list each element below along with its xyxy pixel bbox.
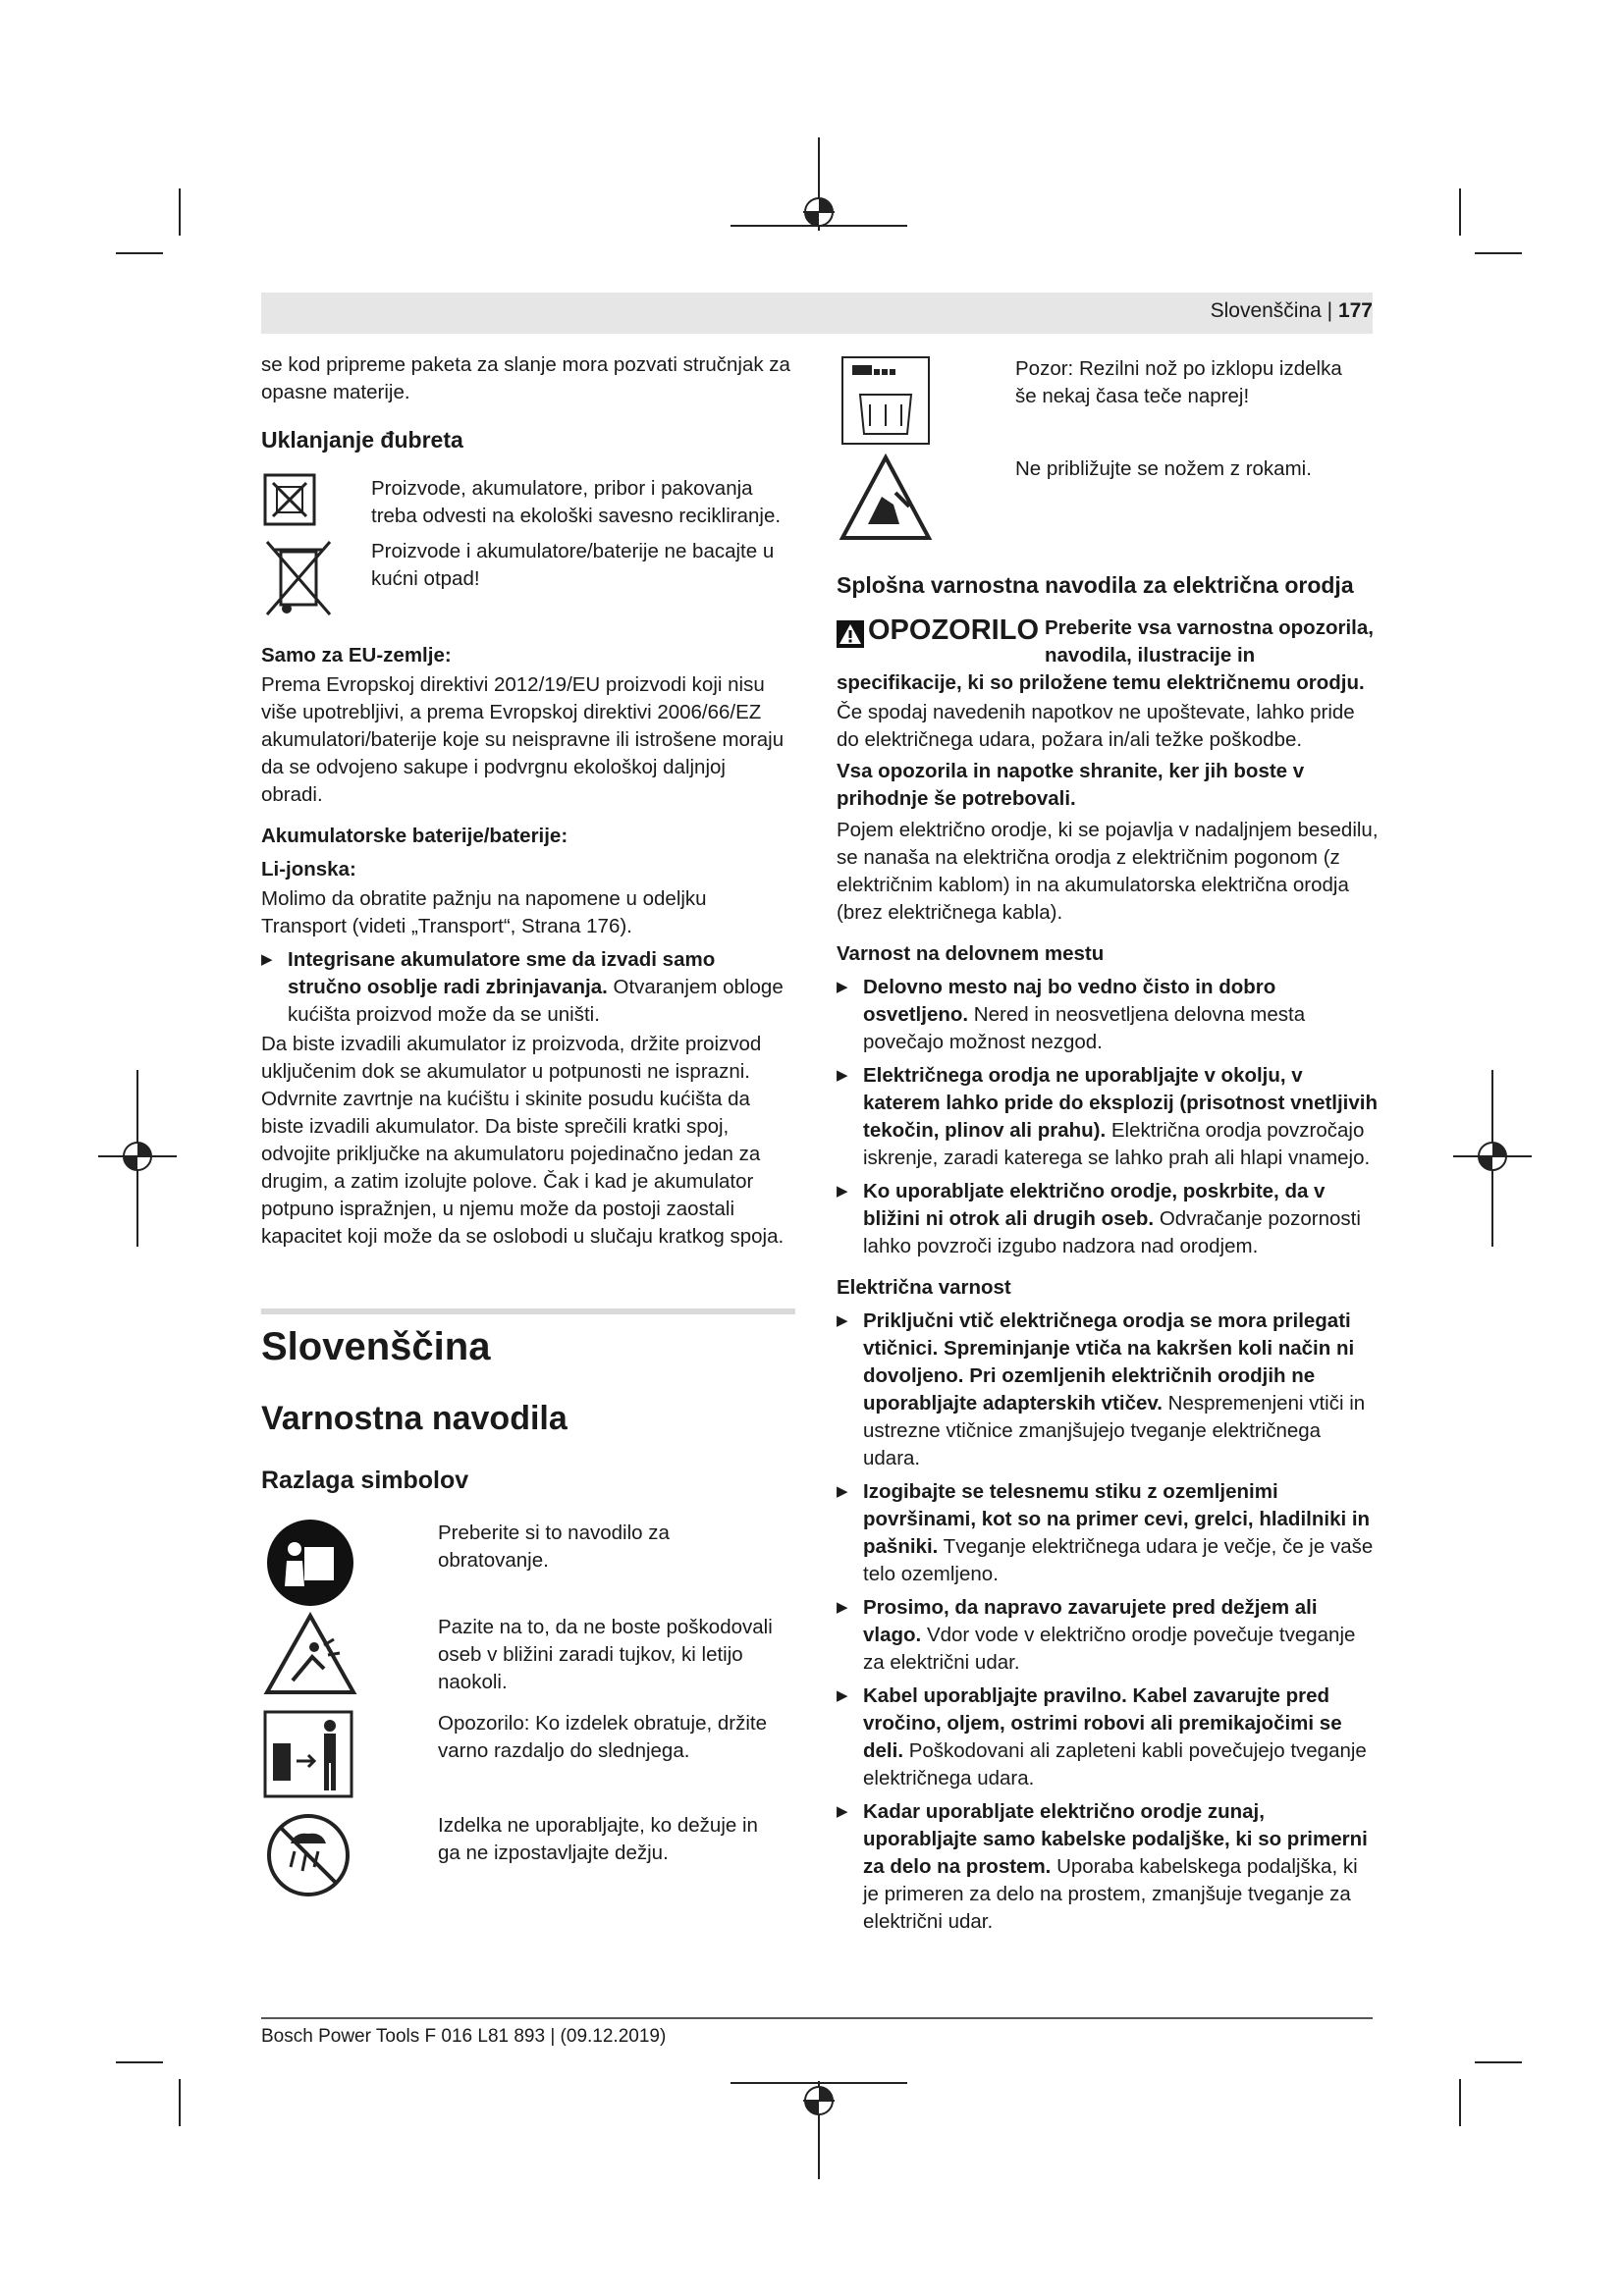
page-header: Slovenščina | 177 <box>1210 299 1373 322</box>
crop-mark <box>1475 252 1522 254</box>
battery-heading: Akumulatorske baterije/baterije: <box>261 825 568 847</box>
crossed-bin-icon <box>263 538 334 618</box>
left-column-lower <box>261 628 791 1253</box>
warning-label: OPOZORILO <box>868 614 1039 646</box>
crop-mark <box>179 2079 181 2126</box>
term-text: Pojem električno orodje, ki se pojavlja v nadaljnjem besedilu, se nanaša na električna orodja z električnim pogonom (z električnim kablom) in na akumulatorska električna orodja (brez električnega kabla). <box>837 819 1379 924</box>
bullet-item: ▶ Integrisane akumulatore sme da izvadi samo stručno osoblje radi zbrinjavanja. Otvaranjem obloge kućišta proizvod može da se uništi. <box>261 946 791 1029</box>
symbol-description: Pozor: Rezilni nož po izklopu izdelka še nekaj časa teče naprej! <box>1015 357 1342 407</box>
right-column <box>837 669 1379 1938</box>
disposal-item: Proizvode i akumulatore/baterije ne bacajte u kućni otpad! <box>371 540 775 590</box>
warning-block: Preberite vsa varnostna opozorila, navodila, ilustracije in <box>1045 616 1374 667</box>
bullet-item: ▶ Delovno mesto naj bo vedno čisto in dobro osvetljeno. Nered in neosvetljena delovna mesta povečajo možnost nezgod. <box>837 974 1379 1056</box>
crop-mark <box>116 2061 163 2063</box>
warning-text: Če spodaj navedenih napotkov ne upoštevate, lahko pride do električnega udara, požara in/ali težke poškodbe. <box>837 701 1355 751</box>
hand-blade-warning-icon <box>839 454 933 542</box>
page-title: Slovenščina <box>261 1325 491 1368</box>
safe-distance-icon <box>263 1710 353 1798</box>
bullet-item: ▶ Električnega orodja ne uporabljajte v okolju, v katerem lahko pride do eksplozij (prisotnost vnetljivih tekočin, plinov ali prahu). Električna orodja povzročajo iskrenje, zaradi katerega se lahko prah ali hlapi vnamejo. <box>837 1062 1379 1172</box>
registration-mark-icon <box>731 137 907 255</box>
blade-rundown-icon <box>840 355 931 446</box>
header-language: Slovenščina <box>1210 299 1322 322</box>
subsection-title: Razlaga simbolov <box>261 1467 469 1494</box>
general-heading: Splošna varnostna navodila za električna orodja <box>837 572 1354 598</box>
crop-mark <box>1459 188 1461 236</box>
electrical-heading: Električna varnost <box>837 1276 1011 1299</box>
crop-mark <box>1475 2061 1522 2063</box>
remove-text: Da biste izvadili akumulator iz proizvoda, držite proizvod uključenim dok se akumulator u potpunosti ne isprazni. Odvrnite zavrtnje na kućištu i skinite posudu kućišta da biste izvadili akumulator. Da biste sprečili kratki spoj, odvojite priključke na akumulatoru pojedinačno jedan za drugim, a zatim izolujte polove. Čak i kad je akumulator potpuno ispražnjen, u njemu može da postoji zaostali kapacitet koji može da se oslobodi u slučaju kratkog spoja. <box>261 1033 785 1248</box>
read-manual-icon <box>265 1518 355 1608</box>
general-heading-block <box>837 556 1375 605</box>
eu-heading: Samo za EU-zemlje: <box>261 644 452 667</box>
symbol-description: Pazite na to, da ne boste poškodovali oseb v bližini zaradi tujkov, ki letijo naokoli. <box>438 1616 773 1693</box>
left-column <box>261 351 791 461</box>
footer-rule <box>261 2017 1373 2019</box>
crop-mark <box>116 252 163 254</box>
page-number: 177 <box>1337 299 1373 322</box>
eu-text: Prema Evropskoj direktivi 2012/19/EU proizvodi koji nisu više upotrebljivi, a prema Evropskoj direktivi 2006/66/EZ akumulatori/baterije koje su neispravne ili istrošene moraju da se odvojeno sakupe i podvrgnu ekološkoj daljnjoj obradi. <box>261 673 785 806</box>
symbol-description: Opozorilo: Ko izdelek obratuje, držite varno razdaljo do slednjega. <box>438 1712 768 1762</box>
section-title: Varnostna navodila <box>261 1400 568 1437</box>
header-bar <box>261 293 1373 334</box>
bullet-item: ▶ Kabel uporabljajte pravilno. Kabel zavarujte pred vročino, oljem, ostrimi robovi ali premikajočimi se deli. Poškodovani ali zapleteni kabli povečujejo tveganje električnega udara. <box>837 1682 1379 1792</box>
warning-triangle-icon <box>837 620 864 648</box>
registration-mark-icon <box>98 1070 177 1247</box>
liion-heading: Li-jonska: <box>261 858 356 881</box>
bullet-item: ▶ Priključni vtič električnega orodja se mora prilegati vtičnici. Spreminjanje vtiča na kakršen koli način ni dovoljeno. Pri ozemljenih električnih orodjih ne uporabljajte adapterskih vtičev. Nespremenjeni vtiči in ustrezne vtičnice zmanjšujejo tveganje električnega udara. <box>837 1308 1379 1472</box>
registration-mark-icon <box>1453 1070 1532 1247</box>
keep-instructions: Vsa opozorila in napotke shranite, ker jih boste v prihodnje še potrebovali. <box>837 760 1305 810</box>
footer-text: Bosch Power Tools F 016 L81 893 | (09.12.2019) <box>261 2026 667 2047</box>
crop-mark <box>179 188 181 236</box>
symbol-description: Preberite si to navodilo za obratovanje. <box>438 1522 670 1572</box>
bullet-item: ▶ Ko uporabljate električno orodje, poskrbite, da v bližini ni otrok ali drugih oseb. Odvračanje pozornosti lahko povzroči izgubo nadzora nad orodjem. <box>837 1178 1379 1260</box>
bullet-item: ▶ Kadar uporabljate električno orodje zunaj, uporabljajte samo kabelske podaljške, ki so primerni za delo na prostem. Uporaba kabelskega podaljška, ki je primeren za delo na prostem, zmanjšuje tveganje za električni udar. <box>837 1798 1379 1936</box>
symbol-description: Izdelka ne uporabljajte, ko dežuje in ga ne izpostavljajte dežju. <box>438 1814 758 1864</box>
crop-mark <box>1459 2079 1461 2126</box>
bullet-item: ▶ Prosimo, da napravo zavarujete pred dežjem ali vlago. Vdor vode v električno orodje povečuje tveganje za električni udar. <box>837 1594 1379 1677</box>
disposal-item: Proizvode, akumulatore, pribor i pakovanja treba odvesti na ekološki savesno recikliranje. <box>371 477 782 527</box>
symbol-description: Ne približujte se nožem z rokami. <box>1015 457 1312 480</box>
warning-bold-continued: specifikacije, ki so priložene temu električnemu orodju. <box>837 671 1365 694</box>
section-divider <box>261 1308 795 1314</box>
work-area-heading: Varnost na delovnem mestu <box>837 942 1105 965</box>
disposal-heading: Uklanjanje đubreta <box>261 427 463 453</box>
registration-mark-icon <box>731 2061 907 2179</box>
liion-text: Molimo da obratite pažnju na napomene u odeljku Transport (videti „Transport“, Strana 176). <box>261 887 707 937</box>
intro-text: se kod pripreme paketa za slanje mora pozvati stručnjak za opasne materije. <box>261 353 790 403</box>
flying-debris-icon <box>263 1612 357 1696</box>
recycling-icon <box>263 473 316 526</box>
bullet-item: ▶ Izogibajte se telesnemu stiku z ozemljenimi površinami, kot so na primer cevi, grelci, hladilniki in pašniki. Tveganje električnega udara je večje, če je vaše telo ozemljeno. <box>837 1478 1379 1588</box>
no-rain-icon <box>265 1812 352 1898</box>
